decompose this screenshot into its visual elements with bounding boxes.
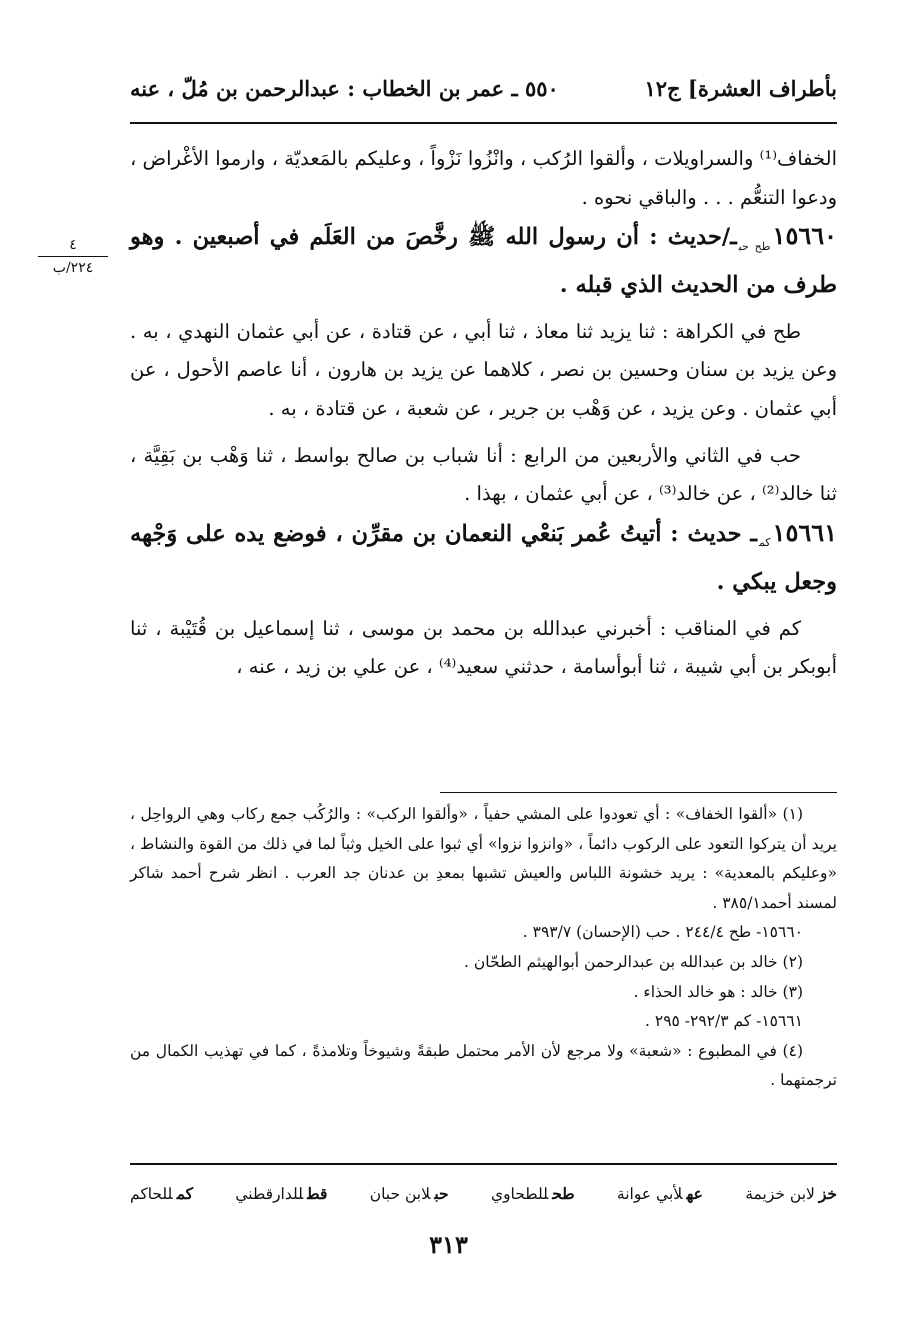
margin-note-top: ٤ bbox=[38, 236, 108, 257]
manuscript-margin-note bbox=[38, 236, 108, 277]
legend-abbr: كم bbox=[176, 1183, 194, 1203]
legend-label: للطحاوي bbox=[490, 1184, 549, 1203]
main-text bbox=[130, 140, 837, 687]
hadith-15660 bbox=[130, 217, 837, 305]
hadith-number: ١٥٦٦١ bbox=[772, 517, 837, 547]
legend-label: لابن حبان bbox=[369, 1184, 431, 1203]
hadith-15661 bbox=[130, 514, 837, 602]
abbreviation-legend bbox=[130, 1178, 837, 1208]
margin-note-bottom: ٢٢٤/ب bbox=[52, 260, 94, 276]
paragraph-continuation: الخفاف⁽¹⁾ والسراويلات ، وألقوا الرُكب ، وانْزُوا نَزْواً ، وعليكم بالمَعديّة ، وارموا الأغْراض ، ودعوا التنعُّم . . . والباقي نحوه . bbox=[130, 147, 837, 209]
legend-abbr: قط bbox=[307, 1183, 328, 1203]
running-header bbox=[130, 70, 837, 110]
legend-label: لأبي عوانة bbox=[616, 1184, 683, 1203]
legend-abbr: خز bbox=[818, 1183, 837, 1203]
hadith-text: ـ حديث : أتيتُ عُمر بَنعْي النعمان بن مقرِّن ، فوضع يده على وَجْهه وجعل يبكي . bbox=[130, 520, 837, 595]
paragraph-isnad-tahawi: طح في الكراهة : ثنا يزيد ثنا معاذ ، ثنا أبي ، عن قتادة ، عن أبي عثمان النهدي ، به . وعن يزيد بن سنان وحسين بن نصر ، كلاهما عن يزيد بن هارون ، أنا عاصم الأحول ، عن أبي عثمان . وعن يزيد ، عن وَهْب بن جرير ، عن شعبة ، عن قتادة ، به . bbox=[130, 319, 837, 421]
legend-abbr: حب bbox=[434, 1183, 449, 1203]
legend-abbr: طح bbox=[552, 1183, 575, 1203]
hadith-number: ١٥٦٦٠ bbox=[772, 221, 837, 251]
legend-abbr: عه bbox=[686, 1183, 703, 1203]
source-reference-15660: ١٥٦٦٠- طح ٢٤٤/٤ . حب (الإحسان) ٣٩٣/٧ . bbox=[522, 923, 803, 942]
footnote-3: (٣) خالد : هو خالد الحذاء . bbox=[633, 982, 803, 1001]
legend-item bbox=[370, 1184, 449, 1203]
header-divider bbox=[130, 122, 837, 124]
legend-item bbox=[130, 1184, 193, 1203]
legend-label: للدارقطني bbox=[235, 1184, 304, 1203]
hadith-text: ـ/حديث : أن رسول الله ﷺ رخَّصَ من العَلَم في أصبعين . وهو طرف من الحديث الذي قبله . bbox=[130, 224, 837, 299]
paragraph-isnad-ibn-hibban: حب في الثاني والأربعين من الرابع : أنا شباب بن صالح بواسط ، ثنا وَهْب بن بَقِيَّة ، ثنا خالد⁽²⁾ ، عن خالد⁽³⁾ ، عن أبي عثمان ، بهذا . bbox=[130, 443, 837, 506]
footnote-1: (١) «ألقوا الخفاف» : أي تعودوا على المشي حفياً ، «وألقوا الركب» : والرُكُب جمع ركاب وهي الرواحِل ، يريد أن يتركوا التعود على الركوب دائماً ، «وانزوا نزوا» أي ثبوا على الخيل وثباً لما في ذلك من القوة والنشاط ، «وعليكم بالمعدية» : يريد خشونة اللباس والعيش تشبها بمعدِ بن عدنان جد العرب . انظر شرح أحمد شاكر لمسند أحمد٣٨٥/١ . bbox=[130, 805, 837, 912]
legend-divider bbox=[130, 1163, 837, 1165]
header-volume-title: بأطراف العشرة] ج١٢ bbox=[644, 76, 837, 101]
hadith-siglum: طح حب bbox=[738, 239, 771, 253]
header-chapter-title: ٥٥٠ ـ عمر بن الخطاب : عبدالرحمن بن مُلّ ، عنه bbox=[130, 76, 559, 101]
paragraph-isnad-hakim: كم في المناقب : أخبرني عبدالله بن محمد بن موسى ، ثنا إسماعيل بن قُتَيْبة ، ثنا أبوبكر بن أبي شيبة ، ثنا أبوأسامة ، حدثني سعيد⁽⁴⁾ ، عن علي بن زيد ، عنه ، bbox=[130, 616, 837, 679]
legend-item bbox=[491, 1184, 575, 1203]
footnote-2: (٢) خالد بن عبدالله بن عبدالرحمن أبوالهيثم الطحّان . bbox=[463, 952, 803, 971]
source-reference-15661: ١٥٦٦١- كم ٢٩٢/٣- ٢٩٥ . bbox=[645, 1012, 803, 1031]
page-number: ٣١٣ bbox=[429, 1230, 468, 1259]
hadith-siglum: كم bbox=[758, 536, 771, 550]
legend-item bbox=[617, 1184, 703, 1203]
footnote-divider bbox=[440, 792, 837, 793]
footnote-4: (٤) في المطبوع : «شعبة» ولا مرجع لأن الأمر محتمل طبقةً وشيوخاً وتلامذةً ، كما في تهذيب الكمال من ترجمتهما . bbox=[130, 1041, 837, 1090]
legend-label: لابن خزيمة bbox=[745, 1184, 815, 1203]
legend-item bbox=[745, 1184, 837, 1203]
legend-item bbox=[235, 1184, 327, 1203]
footnotes bbox=[130, 800, 837, 1096]
legend-label: للحاكم bbox=[130, 1184, 173, 1203]
